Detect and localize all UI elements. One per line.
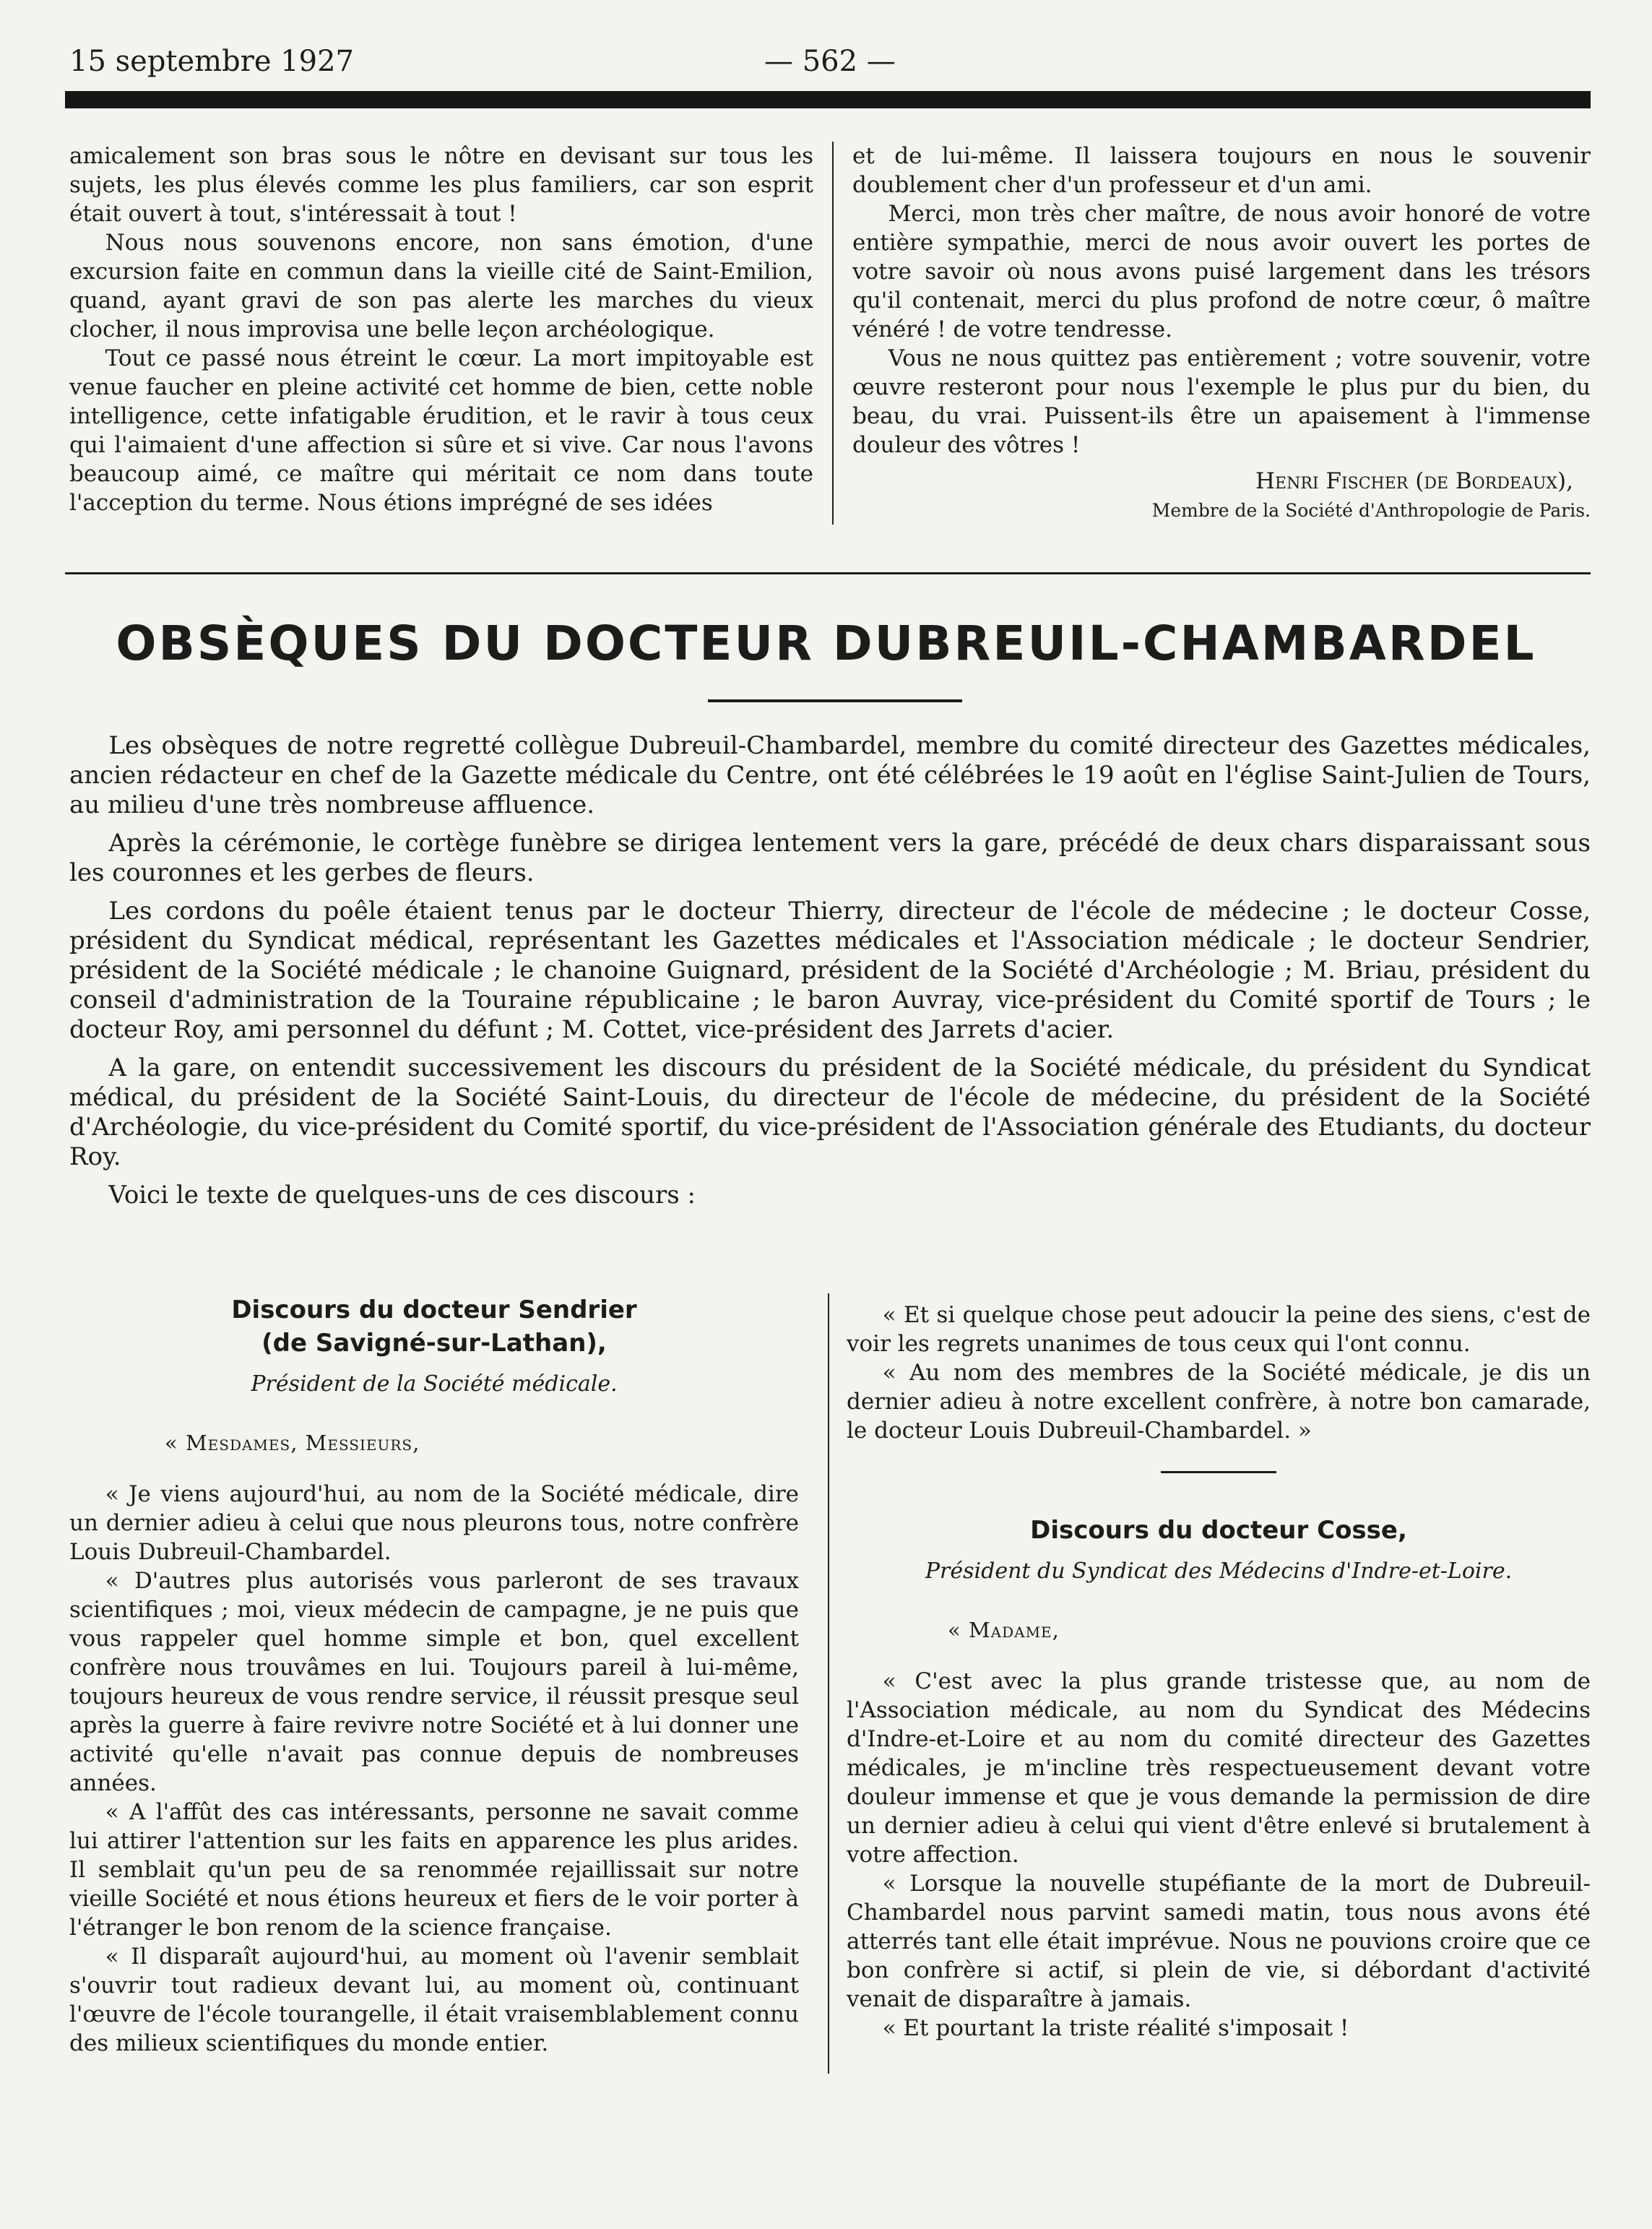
article-title: OBSÈQUES DU DOCTEUR DUBREUIL-CHAMBARDEL	[116, 616, 1536, 671]
separator-rule	[1161, 1471, 1276, 1473]
speech-paragraph: « Il disparaît aujourd'hui, au moment où l'avenir semblait s'ouvrir tout radieux devant lui, au moment où, continuant l'œuvre de l'école tourangelle, il était vraisemblablement connu des milieux scientifiques du monde entier.	[69, 1944, 799, 2056]
speech-paragraph: « Au nom des membres de la Société médicale, je dis un dernier adieu à notre excellent confrère, à notre bon camarade, le docteur Louis Dubreuil-Chambardel. »	[847, 1360, 1591, 1444]
speech-title: Discours du docteur Sendrier	[231, 1295, 637, 1324]
tribute-paragraph: Vous ne nous quittez pas entièrement ; votre souvenir, votre œuvre resteront pour nous l'exemple le plus pur du bien, du beau, du vrai. Puissent-ils être un apaisement à l'immense douleur des vôtres !	[852, 345, 1591, 458]
intro-paragraph: Les cordons du poêle étaient tenus par le docteur Thierry, directeur de l'école de médecine ; le docteur Cosse, président du Syndicat médical, représentant les Gazettes médicales et l'Association médicale ; le docteur Sendrier, président de la Société médicale ; le chanoine Guignard, président de la Société d'Archéologie ; M. Briau, président du conseil d'administration de la Touraine républicaine ; le baron Auvray, vice-président du Comité sportif de Tours ; le docteur Roy, ami personnel du défunt ; M. Cottet, vice-président des Jarrets d'acier.	[69, 897, 1591, 1044]
tribute-paragraph: Tout ce passé nous étreint le cœur. La mort impitoyable est venue faucher en pleine activité cet homme de bien, cette noble intelligence, cette infatigable érudition, et le ravir à tous ceux qui l'aimaient d'une affection si sûre et si vive. Car nous l'avons beaucoup aimé, ce maître qui méritait ce nom dans toute l'acception du terme. Nous étions imprégné de ses idées	[69, 345, 813, 516]
tribute-left-column	[69, 142, 813, 517]
intro-paragraph: Les obsèques de notre regretté collègue Dubreuil-Chambardel, membre du comité directeur des Gazettes médicales, ancien rédacteur en chef de la Gazette médicale du Centre, ont été célébrées le 19 août en l'église Saint-Julien de Tours, au milieu d'une très nombreuse affluence.	[69, 731, 1591, 819]
tribute-right-column	[852, 142, 1591, 523]
tribute-paragraph: et de lui-même. Il laissera toujours en nous le souvenir doublement cher d'un professeur et d'un ami.	[852, 143, 1591, 198]
tribute-paragraph: Merci, mon très cher maître, de nous avoir honoré de votre entière sympathie, merci de nous avoir ouvert les portes de votre savoir où nous avons puisé largement dans les trésors qu'il contenait, merci du plus profond de notre cœur, ô maître vénéré ! de votre tendresse.	[852, 201, 1591, 342]
tribute-paragraph: Nous nous souvenons encore, non sans émotion, d'une excursion faite en commun dans la vieille cité de Saint-Emilion, quand, ayant gravi de son pas alerte les marches du vieux clocher, il nous improvisa une belle leçon archéologique.	[69, 230, 813, 342]
signature: Henri Fischer (de Bordeaux),	[1255, 468, 1573, 494]
section-rule	[65, 572, 1591, 574]
signature-title: Membre de la Société d'Anthropologie de Paris.	[1151, 500, 1591, 521]
title-underline	[708, 699, 962, 702]
right-column	[847, 1301, 1591, 2043]
intro-paragraph: A la gare, on entendit successivement les discours du président de la Société médicale, du président du Syndicat médical, du président de la Société Saint-Louis, du directeur de l'école de médecine, du président de la Société d'Archéologie, du vice-président du Comité sportif, du vice-président de l'Association générale des Etudiants, du docteur Roy.	[69, 1053, 1591, 1171]
speech-title: Discours du docteur Cosse,	[1030, 1516, 1407, 1545]
speech-subtitle: Président de la Société médicale.	[251, 1371, 618, 1397]
speech-subtitle: Président du Syndicat des Médecins d'Indre-et-Loire.	[925, 1558, 1513, 1584]
intro-paragraph: Après la cérémonie, le cortège funèbre se dirigea lentement vers la gare, précédé de deux chars disparaissant sous les couronnes et les gerbes de fleurs.	[69, 829, 1591, 887]
column-divider	[832, 142, 834, 525]
speech-paragraph: « C'est avec la plus grande tristesse que, au nom de l'Association médicale, au nom du Syndicat des Médecins d'Indre-et-Loire et au nom du comité directeur des Gazettes médicales, je m'incline très respectueusement devant votre douleur immense et que je vous demande la permission de dire un dernier adieu à celui qui vient d'être enlevé si brutalement à votre affection.	[847, 1668, 1591, 1868]
article-intro	[69, 731, 1591, 1210]
speech-paragraph: « Et pourtant la triste réalité s'imposait !	[882, 2015, 1349, 2041]
speech-sendrier	[69, 1293, 799, 2058]
header-rule	[65, 91, 1591, 108]
speech-paragraph: « A l'affût des cas intéressants, personne ne savait comme lui attirer l'attention sur les faits en apparence les plus arides. Il semblait qu'un peu de sa renommée rejaillissait sur notre vieille Société et nous étions heureux et fiers de le voir porter à l'étranger le bon renom de la science française.	[69, 1799, 799, 1941]
column-divider	[828, 1293, 829, 2074]
speech-salutation: « Madame,	[948, 1618, 1060, 1642]
speech-title-origin: (de Savigné-sur-Lathan),	[261, 1329, 607, 1358]
intro-paragraph: Voici le texte de quelques-uns de ces discours :	[108, 1181, 696, 1210]
speech-salutation: « Mesdames, Messieurs,	[165, 1431, 420, 1455]
speech-paragraph: « Lorsque la nouvelle stupéfiante de la mort de Dubreuil-Chambardel nous parvint samedi matin, tous nous avons été atterrés tant elle était imprévue. Nous ne pouvions croire que ce bon confrère si actif, si plein de vie, si débordant d'activité venait de disparaître à jamais.	[847, 1871, 1591, 2012]
tribute-paragraph: amicalement son bras sous le nôtre en devisant sur tous les sujets, les plus élevés comme les plus familiers, car son esprit était ouvert à tout, s'intéressait à tout !	[69, 143, 813, 227]
issue-date: 15 septembre 1927	[69, 45, 355, 78]
speech-paragraph: « Je viens aujourd'hui, au nom de la Société médicale, dire un dernier adieu à celui que nous pleurons tous, notre confrère Louis Dubreuil-Chambardel.	[69, 1481, 799, 1565]
speech-paragraph: « D'autres plus autorisés vous parleront de ses travaux scientifiques ; moi, vieux médecin de campagne, je ne puis que vous rappeler quel homme simple et bon, quel excellent confrère nous trouvâmes en lui. Toujours pareil à lui-même, toujours heureux de vous rendre service, il réussit presque seul après la guerre à faire revivre notre Société et à lui donner une activité qu'elle n'avait pas connue depuis de nombreuses années.	[69, 1568, 799, 1796]
speech-paragraph: « Et si quelque chose peut adoucir la peine des siens, c'est de voir les regrets unanimes de tous ceux qui l'ont connu.	[847, 1302, 1591, 1357]
page-number: — 562 —	[764, 45, 896, 78]
